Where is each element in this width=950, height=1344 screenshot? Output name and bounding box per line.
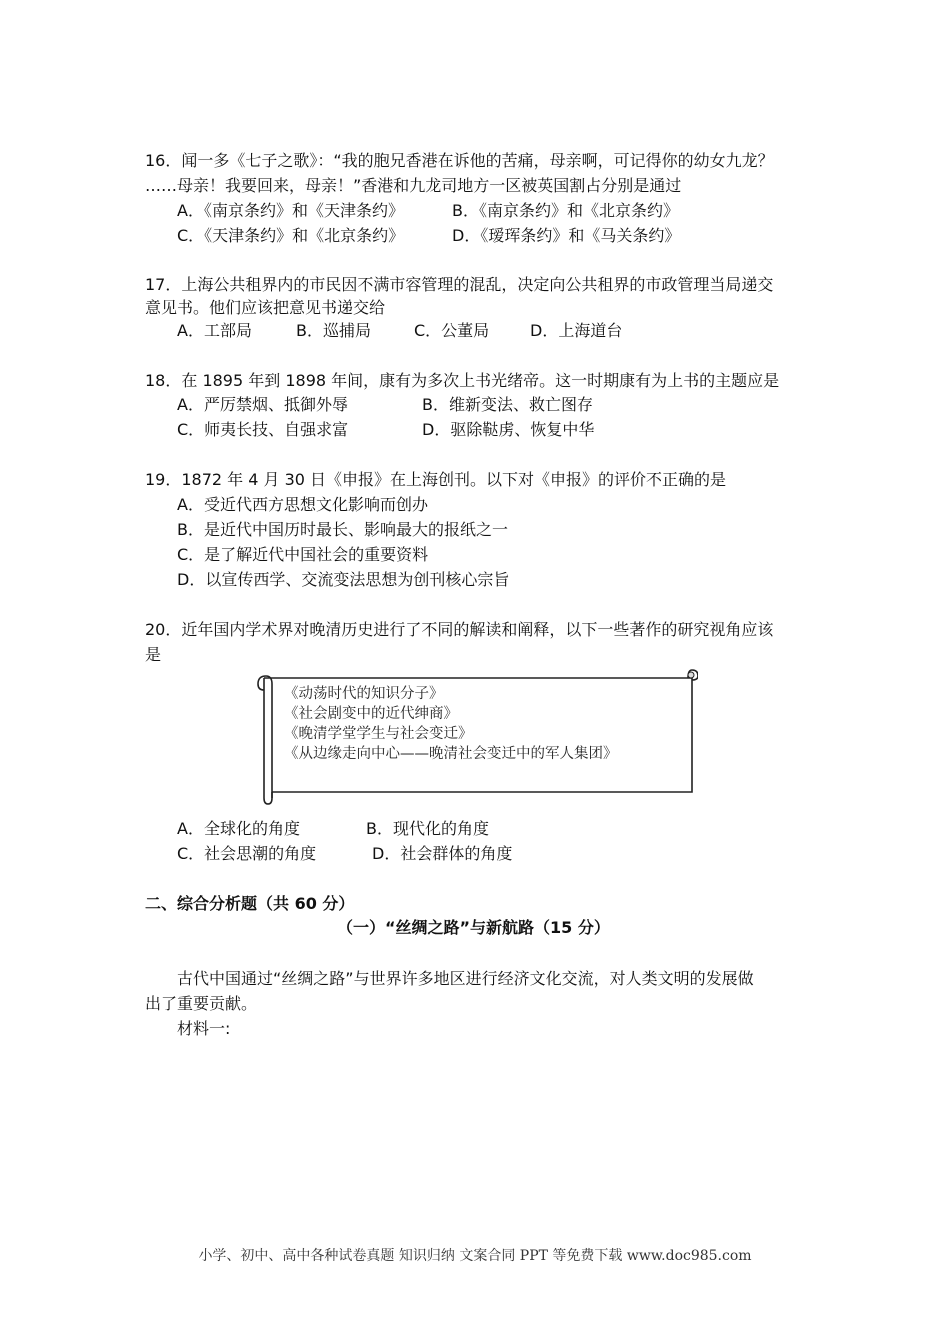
page-footer: 小学、初中、高中各种试卷真题 知识归纳 文案合同 PPT 等免费下载 www.doc985.com (198, 1248, 752, 1264)
q20-option-c: C．社会思潮的角度 (177, 844, 317, 863)
q19-stem-line1: 19．1872 年 4 月 30 日《申报》在上海创刊。以下对《申报》的评价不正确的是 (145, 470, 727, 489)
q16-option-b: B．《南京条约》和《北京条约》 (452, 201, 679, 220)
q17-option-a: A．工部局 (177, 321, 252, 340)
section-title: 二、综合分析题（共 60 分） (145, 894, 355, 913)
q18-option-d: D．驱除鞑虏、恢复中华 (422, 420, 595, 439)
material-label: 材料一: (177, 1019, 231, 1038)
q16-option-c: C．《天津条约》和《北京条约》 (177, 226, 405, 245)
book-list-scroll (252, 666, 698, 806)
q16-stem-line1: 16．闻一多《七子之歌》：“我的胞兄香港在诉他的苦痛，母亲啊，可记得你的幼女九龙？ (145, 151, 774, 170)
q20-option-d: D．社会群体的角度 (372, 844, 513, 863)
book-title-3: 《晚清学堂学生与社会变迁》 (284, 726, 473, 742)
q19-option-c: C．是了解近代中国社会的重要资料 (177, 545, 429, 564)
q18-option-c: C．师夷长技、自强求富 (177, 420, 349, 439)
q18-option-b: B．维新变法、救亡图存 (422, 395, 593, 414)
q20-stem-line1: 20．近年国内学术界对晚清历史进行了不同的解读和阐释，以下一些著作的研究视角应该 (145, 620, 774, 639)
book-title-4: 《从边缘走向中心——晚清社会变迁中的军人集团》 (284, 746, 618, 762)
q16-stem-line2: ……母亲！我要回来，母亲！”香港和九龙司地方一区被英国割占分别是通过 (145, 176, 682, 195)
section-subtitle: （一）“丝绸之路”与新航路（15 分） (337, 918, 610, 937)
q19-option-a: A．受近代西方思想文化影响而创办 (177, 495, 428, 514)
book-title-1: 《动荡时代的知识分子》 (284, 686, 444, 702)
q19-option-d: D．以宣传西学、交流变法思想为创刊核心宗旨 (177, 570, 510, 589)
q17-option-c: C．公董局 (414, 321, 490, 340)
q17-option-b: B．巡捕局 (296, 321, 371, 340)
book-title-2: 《社会剧变中的近代绅商》 (284, 706, 458, 722)
q18-stem-line1: 18．在 1895 年到 1898 年间，康有为多次上书光绪帝。这一时期康有为上书的主题应是 (145, 371, 780, 390)
book-list (284, 684, 618, 764)
q17-option-d: D．上海道台 (530, 321, 623, 340)
section-paragraph-line1: 古代中国通过“丝绸之路”与世界许多地区进行经济文化交流，对人类文明的发展做 (177, 969, 754, 988)
q16-option-a: A．《南京条约》和《天津条约》 (177, 201, 404, 220)
q20-option-a: A．全球化的角度 (177, 819, 300, 838)
section-paragraph-line2: 出了重要贡献。 (145, 994, 258, 1013)
q20-stem-line2: 是 (145, 645, 162, 664)
q16-option-d: D．《瑷珲条约》和《马关条约》 (452, 226, 681, 245)
q17-stem-line1: 17．上海公共租界内的市民因不满市容管理的混乱，决定向公共租界的市政管理当局递交 (145, 275, 774, 294)
q20-option-b: B．现代化的角度 (366, 819, 489, 838)
q18-option-a: A．严厉禁烟、抵御外辱 (177, 395, 348, 414)
q19-option-b: B．是近代中国历时最长、影响最大的报纸之一 (177, 520, 508, 539)
q17-stem-line2: 意见书。他们应该把意见书递交给 (145, 298, 386, 317)
